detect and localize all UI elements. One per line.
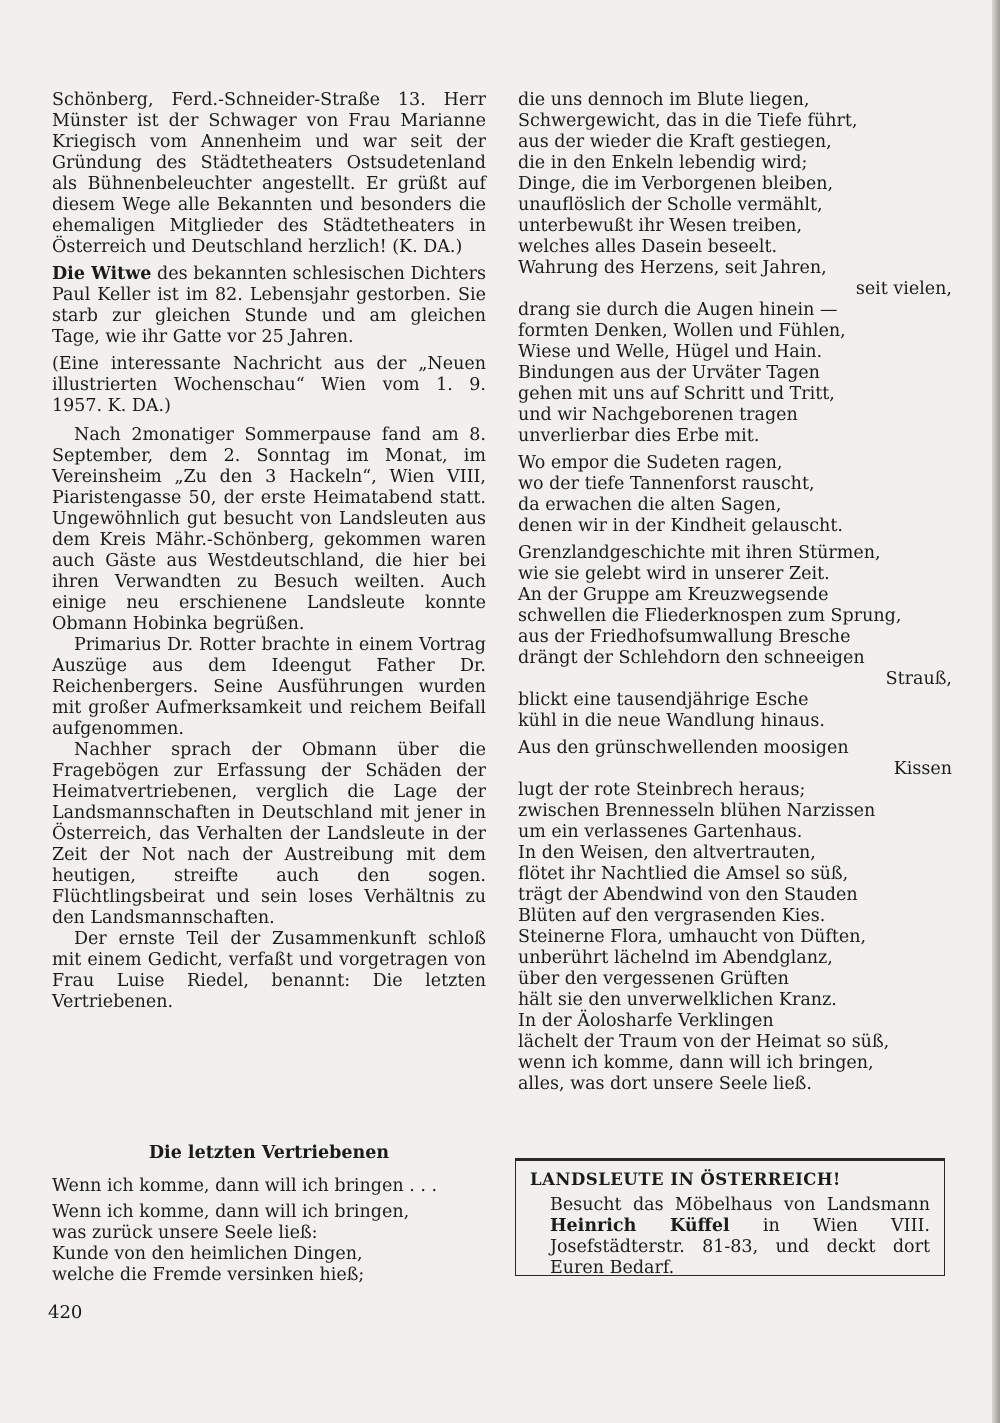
poem-line-continuation: Kissen <box>893 759 952 779</box>
paragraph-text: des bekannten schlesischen Dichters Paul Keller ist im 82. Lebensjahr gestorben. Sie starb zur gleichen Stunde und am gleichen Tage, wie ihr Gatte vor 25 Jahren. <box>52 264 492 347</box>
poem-stanza: drang sie durch die Augen hinein — formten Denken, Wollen und Fühlen, Wiese und Welle, Hügel und Hain. Bindungen aus der Urväter Tagen gehen mit uns auf Schritt und Tritt, und wir Nachgeborenen tragen unverlierbar dies Erbe mit. <box>518 300 846 446</box>
poem-stanza: lugt der rote Steinbrech heraus; zwischen Brennesseln blühen Narzissen um ein verlassenes Gartenhaus. In den Weisen, den altvertrauten, flötet ihr Nachtlied die Amsel so süß, trägt der Abendwind von den Stauden Blüten auf den vergrasenden Kies. Steinerne Flora, umhaucht von Düften, unberührt lächelnd im Abendglanz, über den vergessenen Grüften hält sie den unverwelklichen Kranz. In der Äolosharfe Verklingen lächelt der Traum von der Heimat so süß, wenn ich komme, dann will ich bringen, alles, was dort unsere Seele ließ. <box>518 780 890 1094</box>
article-paragraph <box>52 264 492 348</box>
poem-title: Die letzten Vertriebenen <box>148 1143 390 1163</box>
article-paragraph: Der ernste Teil der Zusammenkunft schloß mit einem Gedicht, verfaßt und vorgetragen von Frau Luise Riedel, benannt: Die letzten Vertriebenen. <box>52 929 492 1012</box>
poem-stanza: Wo empor die Sudeten ragen, wo der tiefe Tannenforst rauscht, da erwachen die alten Sagen, denen wir in der Kindheit gelauscht. <box>518 453 843 536</box>
poem-start <box>52 1176 486 1286</box>
poem-line-continuation: seit vielen, <box>855 279 952 299</box>
article-paragraph: Nachher sprach der Obmann über die Fragebögen zur Erfassung der Schäden der Heimatvertriebenen, verglich die Lage der Landsmannschaften in Deutschland mit jener in Österreich, das Verhalten der Landsleute in der Zeit der Not nach der Austreibung mit dem heutigen, streifte auch den sogen. Flüchtlingsbeirat und sein loses Verhältnis zu den Landsmannschaften. <box>52 740 492 928</box>
article-paragraph: Schönberg, Ferd.-Schneider-Straße 13. Herr Münster ist der Schwager von Frau Marianne Kriegisch vom Annenheim und war seit der Gründung des Städtetheaters Ostsudetenland als Bühnenbeleuchter angestellt. Er grüßt auf diesem Wege alle Bekannten und besonders die ehemaligen Mitglieder des Städtetheaters in Österreich und Deutschland herzlich! (K. DA.) <box>52 90 492 257</box>
advertisement-box <box>515 1158 945 1276</box>
poem-stanza: Wenn ich komme, dann will ich bringen, was zurück unsere Seele ließ: Kunde von den heimlichen Dingen, welche die Fremde versinken hieß; <box>52 1202 410 1285</box>
poem-stanza: blickt eine tausendjährige Esche kühl in die neue Wandlung hinaus. <box>518 690 825 731</box>
lead-in-bold: Die Witwe <box>52 264 152 284</box>
right-column <box>518 90 952 1095</box>
poem-stanza: Grenzlandgeschichte mit ihren Stürmen, wie sie gelebt wird in unserer Zeit. An der Gruppe am Kreuzwegsende schwellen die Fliederknospen zum Sprung, aus der Friedhofsumwallung Bresche drängt der Schlehdorn den schneeigen <box>518 543 902 668</box>
advertisement-text: in Wien VIII. Josefstädterstr. 81-83, und deckt dort Euren Bedarf. <box>550 1216 930 1278</box>
poem-line-continuation: Strauß, <box>885 669 952 689</box>
page-edge <box>992 0 1000 1423</box>
advertisement-title: LANDSLEUTE IN ÖSTERREICH! <box>530 1170 841 1189</box>
poem-stanza: Aus den grünschwellenden moosigen <box>518 738 849 758</box>
article-paragraph: Primarius Dr. Rotter brachte in einem Vortrag Auszüge aus dem Ideengut Father Dr. Reichenbergers. Seine Ausführungen wurden mit großer Aufmerksamkeit und reichem Beifall aufgenommen. <box>52 635 492 739</box>
article-paragraph: Nach 2monatiger Sommerpause fand am 8. September, dem 2. Sonntag im Monat, im Vereinsheim „Zu den 3 Hackeln“, Wien VIII, Piaristengasse 50, der erste Heimatabend statt. Ungewöhnlich gut besucht von Landsleuten aus dem Kreis Mähr.-Schönberg, gekommen waren auch Gäste aus Westdeutschland, die hier bei ihren Verwandten zu Besuch weilten. Auch einige neu erschienene Landsleute konnte Obmann Hobinka begrüßen. <box>52 425 492 634</box>
page-number: 420 <box>48 1302 83 1323</box>
left-column <box>52 90 492 1013</box>
advertisement-text: Besucht das Möbelhaus von Landsmann <box>550 1195 930 1215</box>
poem-opening-line: Wenn ich komme, dann will ich bringen . . . <box>52 1176 438 1196</box>
poem-stanza: die uns dennoch im Blute liegen, Schwergewicht, das in die Tiefe führt, aus der wieder die Kraft gestiegen, die in den Enkeln lebendig wird; Dinge, die im Verborgenen bleiben, unauflöslich der Scholle vermählt, unterbewußt ihr Wesen treiben, welches alles Dasein beseelt. Wahrung des Herzens, seit Jahren, <box>518 90 858 278</box>
advertisement-name: Heinrich Küffel <box>550 1216 730 1236</box>
article-paragraph: (Eine interessante Nachricht aus der „Neuen illustrierten Wochenschau“ Wien vom 1. 9. 1957. K. DA.) <box>52 354 492 416</box>
advertisement-body <box>530 1195 930 1279</box>
